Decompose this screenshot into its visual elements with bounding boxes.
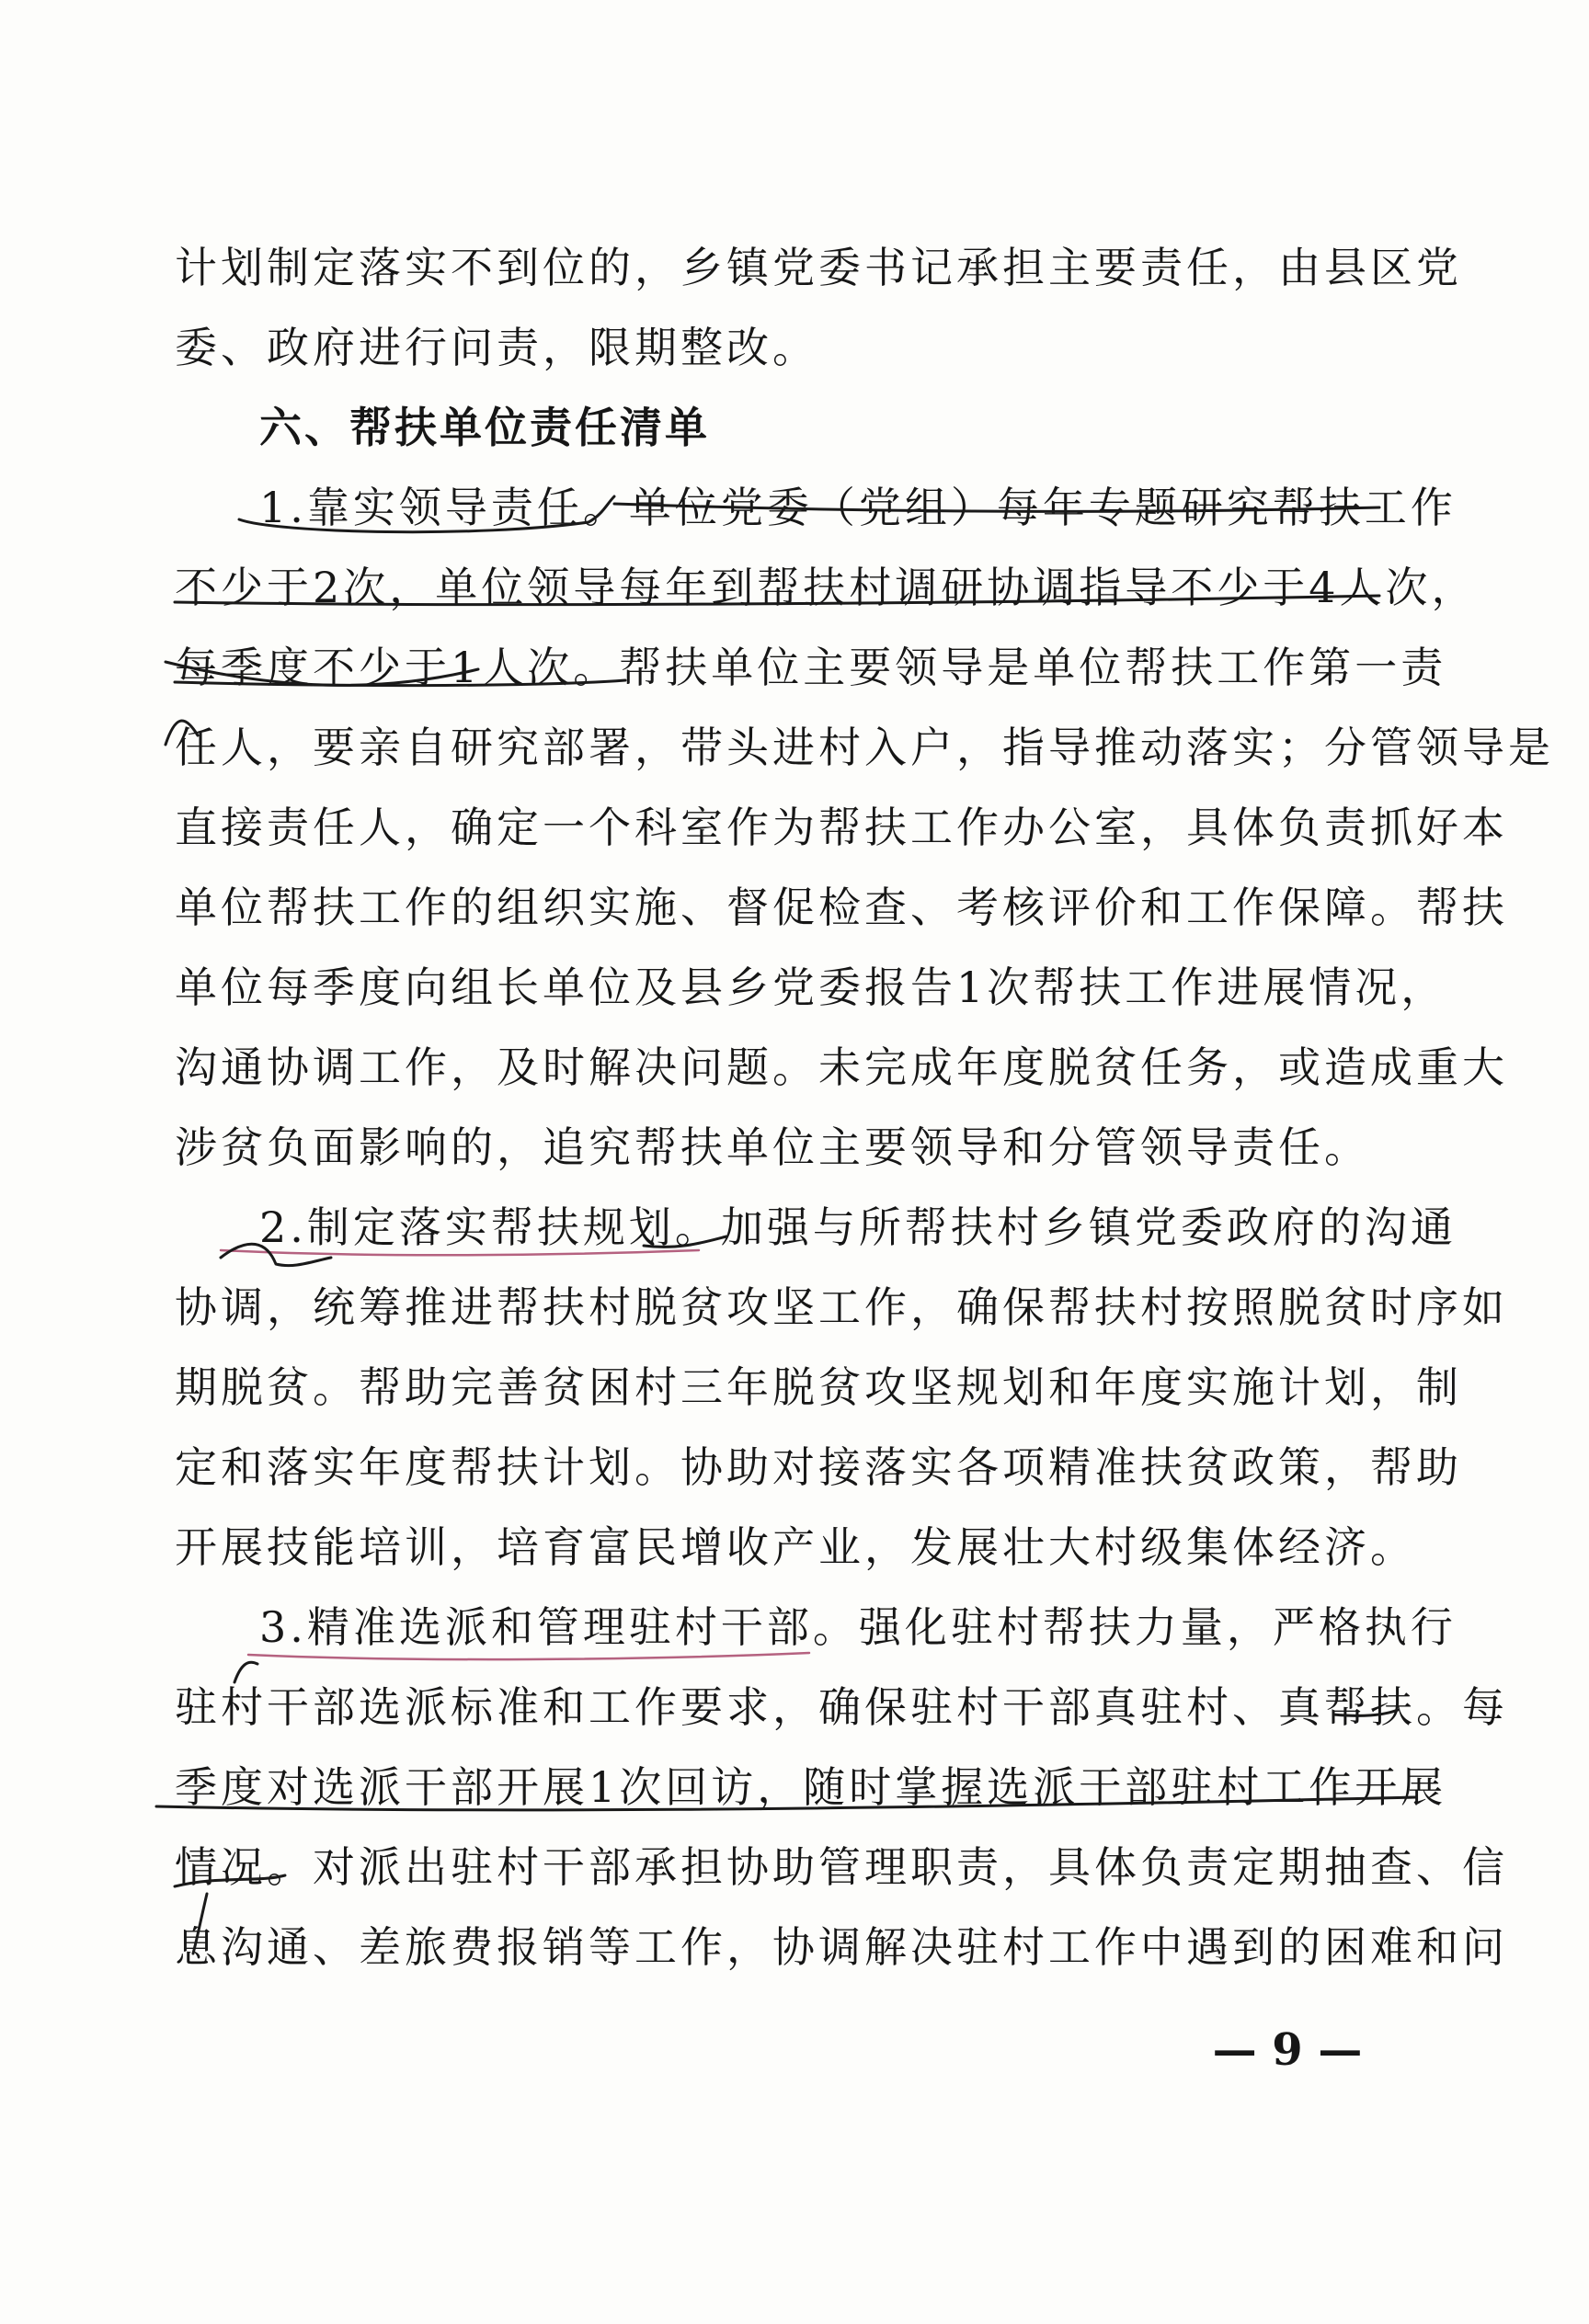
page-number: — 9 — bbox=[1212, 2024, 1363, 2076]
text-line: 息沟通、差旅费报销等工作，协调解决驻村工作中遇到的困难和问 bbox=[175, 1922, 1508, 1972]
text-line: 协调，统筹推进帮扶村脱贫攻坚工作，确保帮扶村按照脱贫时序如 bbox=[175, 1282, 1508, 1332]
text-line: 驻村干部选派标准和工作要求，确保驻村干部真驻村、真帮扶。每 bbox=[175, 1682, 1508, 1732]
text-line: 单位帮扶工作的组织实施、督促检查、考核评价和工作保障。帮扶 bbox=[175, 883, 1508, 932]
text-line: 不少于2次，单位领导每年到帮扶村调研协调指导不少于4人次， bbox=[175, 563, 1478, 612]
section-heading: 六、帮扶单位责任清单 bbox=[259, 403, 710, 452]
text-line: 委、政府进行问责，限期整改。 bbox=[175, 323, 818, 372]
text-line: 开展技能培训，培育富民增收产业，发展壮大村级集体经济。 bbox=[175, 1522, 1416, 1572]
text-line: 定和落实年度帮扶计划。协助对接落实各项精准扶贫政策，帮助 bbox=[175, 1442, 1462, 1492]
text-line: 情况。对派出驻村干部承担协助管理职责，具体负责定期抽查、信 bbox=[175, 1842, 1508, 1892]
text-line: 涉贫负面影响的，追究帮扶单位主要领导和分管领导责任。 bbox=[175, 1122, 1370, 1172]
text-line: 沟通协调工作，及时解决问题。未完成年度脱贫任务，或造成重大 bbox=[175, 1042, 1508, 1092]
text-line: 计划制定落实不到位的，乡镇党委书记承担主要责任，由县区党 bbox=[175, 243, 1462, 292]
text-line: 任人，要亲自研究部署，带头进村入户，指导推动落实；分管领导是 bbox=[175, 723, 1554, 772]
text-line: 单位每季度向组长单位及县乡党委报告1次帮扶工作进展情况， bbox=[175, 963, 1447, 1012]
text-line: 期脱贫。帮助完善贫困村三年脱贫攻坚规划和年度实施计划，制 bbox=[175, 1362, 1462, 1412]
text-line: 每季度不少于1人次。帮扶单位主要领导是单位帮扶工作第一责 bbox=[175, 643, 1447, 692]
text-line: 直接责任人，确定一个科室作为帮扶工作办公室，具体负责抓好本 bbox=[175, 803, 1508, 852]
text-line: 季度对选派干部开展1次回访，随时掌握选派干部驻村工作开展 bbox=[175, 1762, 1447, 1812]
text-line: 2.制定落实帮扶规划。加强与所帮扶村乡镇党委政府的沟通 bbox=[259, 1202, 1457, 1252]
text-line: 3.精准选派和管理驻村干部。强化驻村帮扶力量，严格执行 bbox=[259, 1602, 1457, 1652]
text-line: 1.靠实领导责任。单位党委（党组）每年专题研究帮扶工作 bbox=[259, 483, 1457, 532]
document-body bbox=[175, 228, 1554, 1988]
